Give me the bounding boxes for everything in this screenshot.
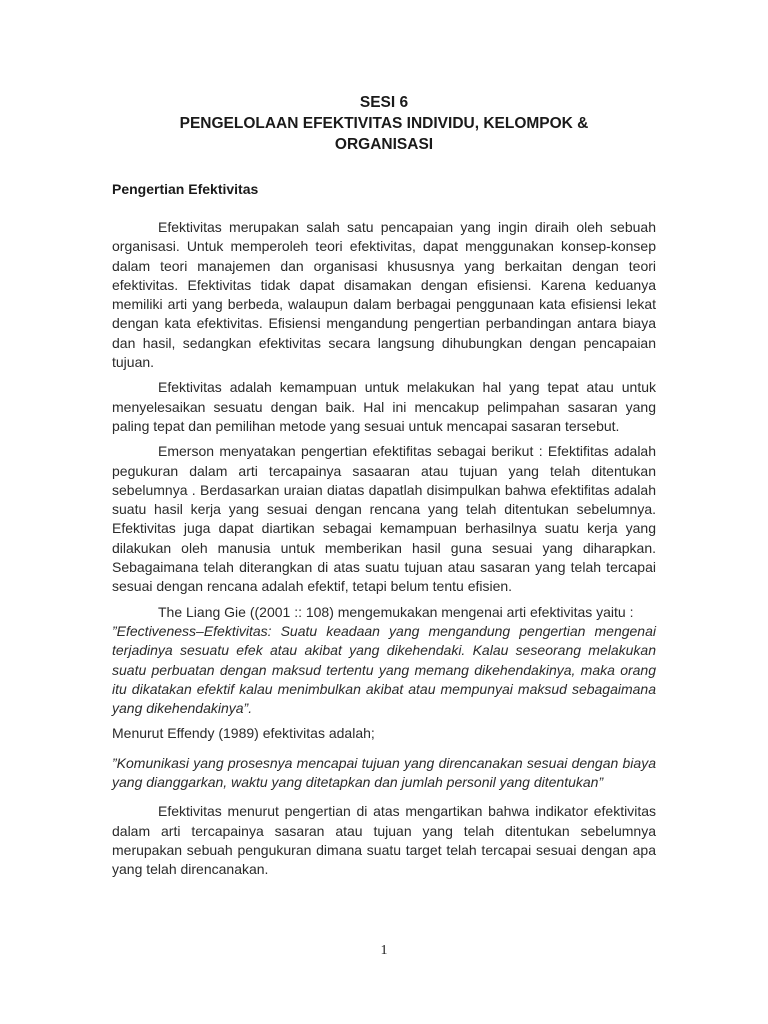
title-line-1: SESI 6	[359, 94, 409, 111]
paragraph-6-quote: ”Komunikasi yang prosesnya mencapai tujuan yang direncanakan sesuai dengan biaya yang dianggarkan, waktu yang ditetapkan dan jumlah personil yang ditentukan”	[112, 754, 656, 791]
title-line-2: PENGELOLAAN EFEKTIVITAS INDIVIDU, KELOMPOK &	[179, 115, 589, 132]
paragraph-7: Efektivitas menurut pengertian di atas mengartikan bahwa indikator efektivitas dalam arti tercapainya sasaran atau tujuan yang telah ditentukan sebelumnya merupakan sebuah pengukuran dimana suatu target telah tercapai sesuai dengan apa yang telah direncanakan.	[112, 803, 656, 878]
title-line-3: ORGANISASI	[334, 136, 434, 153]
paragraph-3: Emerson menyatakan pengertian efektifitas sebagai berikut : Efektifitas adalah pegukuran dalam arti tercapainya sasaaran atau tujuan yang telah ditentukan sebelumnya . Berdasarkan uraian diatas dapatlah disimpulkan bahwa efektifitas adalah suatu hasil kerja yang sesuai dengan rencana yang telah ditentukan sebelumnya. Efektivitas juga dapat diartikan sebagai kemampuan berhasilnya suatu kerja yang dilakukan oleh manusia untuk memberikan hasil guna sesuai yang diharapkan. Sebagaimana telah diterangkan di atas suatu tujuan atau sasaran yang telah tercapai sesuai dengan rencana adalah efektif, tetapi belum tentu efisien.	[112, 443, 656, 595]
paragraph-4-lead: The Liang Gie ((2001 :: 108) mengemukakan mengenai arti efektivitas yaitu :	[158, 603, 634, 620]
paragraph-5: Menurut Effendy (1989) efektivitas adalah;	[112, 725, 375, 742]
section-heading: Pengertian Efektivitas	[112, 181, 259, 197]
document-title	[112, 92, 656, 155]
paragraph-1: Efektivitas merupakan salah satu pencapaian yang ingin diraih oleh sebuah organisasi. Untuk memperoleh teori efektivitas, dapat menggunakan konsep-konsep dalam teori manajemen dan organisasi khususnya yang berkaitan dengan teori efektivitas. Efektivitas tidak dapat disamakan dengan efisiensi. Karena keduanya memiliki arti yang berbeda, walaupun dalam berbagai penggunaan kata efisiensi lekat dengan kata efektivitas. Efisiensi mengandung pengertian perbandingan antara biaya dan hasil, sedangkan efektivitas secara langsung dihubungkan dengan pencapaian tujuan.	[112, 219, 656, 371]
document-page	[112, 92, 656, 880]
paragraph-4-quote: ”Efectiveness–Efektivitas: Suatu keadaan yang mengandung pengertian mengenai terjadinya sesuatu efek atau akibat yang dikehendaki. Kalau seseorang melakukan suatu perbuatan dengan maksud tertentu yang memang dikehendakinya, maka orang itu dikatakan efektif kalau menimbulkan akibat atau mempunyai maksud sebagaimana yang dikehendakinya”.	[112, 622, 656, 717]
paragraph-2: Efektivitas adalah kemampuan untuk melakukan hal yang tepat atau untuk menyelesaikan sesuatu dengan baik. Hal ini mencakup pelimpahan sasaran yang paling tepat dan pemilihan metode yang sesuai untuk mencapai sasaran tersebut.	[112, 379, 656, 434]
page-number: 1	[380, 943, 388, 958]
